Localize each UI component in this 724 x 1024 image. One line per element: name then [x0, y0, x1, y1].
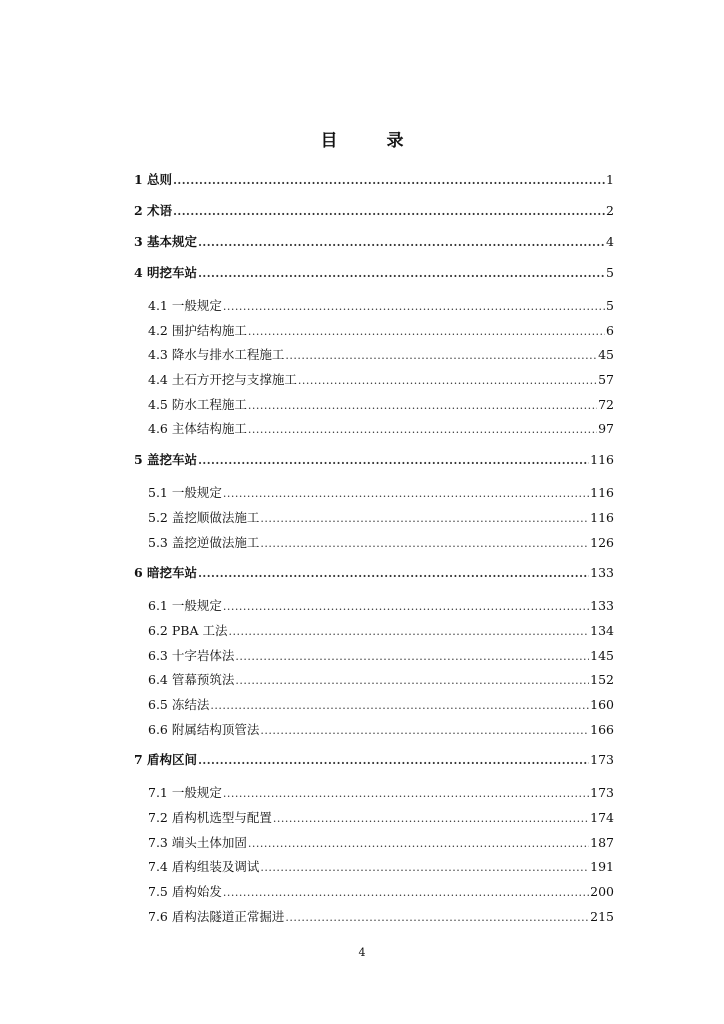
- toc-entry-label: 6.6 附属结构顶管法: [148, 721, 260, 737]
- toc-chapter-entry[interactable]: [134, 563, 614, 583]
- spacer: [134, 190, 614, 201]
- toc-entry-label: 3 基本规定: [134, 234, 198, 249]
- toc-entry-page: 5: [606, 265, 614, 280]
- toc-entry-page: 134: [590, 622, 614, 638]
- toc-entry-page: 160: [590, 696, 614, 712]
- toc-dot-leader: [273, 807, 589, 832]
- toc-dot-leader: [223, 595, 589, 620]
- toc-section-entry[interactable]: [134, 294, 614, 319]
- toc-entry-label: 7.4 盾构组装及调试: [148, 859, 260, 875]
- toc-chapter-entry[interactable]: [134, 201, 614, 221]
- toc-entry-label: 6 暗挖车站: [134, 565, 198, 581]
- toc-entry-page: 4: [606, 234, 614, 249]
- toc-dot-leader: [235, 645, 589, 670]
- toc-entry-label: 6.3 十字岩体法: [148, 647, 235, 663]
- spacer: [134, 283, 614, 294]
- toc-dot-leader: [248, 394, 597, 419]
- toc-section-entry[interactable]: [134, 806, 614, 831]
- toc-entry-page: 133: [590, 598, 614, 614]
- toc-entry-label: 6.4 管幕预筑法: [148, 672, 235, 688]
- toc-dot-leader: [223, 782, 589, 807]
- toc-dot-leader: [198, 233, 605, 253]
- toc-entry-label: 5.3 盖挖逆做法施工: [148, 534, 260, 550]
- toc-entry-page: 116: [590, 485, 614, 501]
- toc-entry-page: 72: [598, 396, 614, 412]
- toc-dot-leader: [298, 369, 597, 394]
- toc-entry-label: 7.3 端头土体加固: [148, 834, 247, 850]
- toc-entry-page: 57: [598, 372, 614, 388]
- toc-entry-page: 5: [606, 298, 614, 313]
- spacer: [134, 742, 614, 750]
- toc-chapter-entry[interactable]: [134, 232, 614, 252]
- toc-section-entry[interactable]: [134, 718, 614, 743]
- toc-dot-leader: [248, 832, 589, 857]
- toc-entry-label: 5.1 一般规定: [148, 485, 222, 501]
- page-number: 4: [358, 946, 366, 959]
- toc-dot-leader: [228, 620, 589, 645]
- toc-entry-page: 173: [590, 785, 614, 801]
- toc-section-entry[interactable]: [134, 619, 614, 644]
- toc-section-entry[interactable]: [134, 393, 614, 418]
- toc-section-entry[interactable]: [134, 594, 614, 619]
- toc-section-entry[interactable]: [134, 831, 614, 856]
- toc-dot-leader: [248, 320, 605, 345]
- toc-entry-label: 6.1 一般规定: [148, 598, 222, 614]
- toc-entry-page: 116: [590, 509, 614, 525]
- spacer: [134, 555, 614, 563]
- toc-entry-page: 2: [606, 203, 614, 218]
- toc-section-entry[interactable]: [134, 644, 614, 669]
- spacer: [134, 583, 614, 594]
- toc-dot-leader: [223, 482, 589, 507]
- toc-dot-leader: [223, 295, 605, 320]
- toc-section-entry[interactable]: [134, 693, 614, 718]
- spacer: [134, 770, 614, 781]
- page-title: 目 录: [320, 131, 420, 151]
- toc-section-entry[interactable]: [134, 531, 614, 556]
- toc-entry-label: 7.5 盾构始发: [148, 884, 222, 900]
- toc-entry-label: 4.5 防水工程施工: [148, 396, 247, 412]
- toc-dot-leader: [285, 344, 597, 369]
- table-of-contents: [134, 170, 614, 929]
- toc-dot-leader: [260, 532, 589, 557]
- spacer: [134, 470, 614, 481]
- toc-entry-label: 5 盖挖车站: [134, 452, 198, 468]
- toc-chapter-entry[interactable]: [134, 170, 614, 190]
- toc-dot-leader: [198, 264, 605, 284]
- toc-entry-page: 166: [590, 721, 614, 737]
- toc-entry-label: 6.5 冻结法: [148, 696, 210, 712]
- toc-entry-label: 4.3 降水与排水工程施工: [148, 347, 285, 363]
- toc-entry-label: 4.6 主体结构施工: [148, 421, 247, 437]
- toc-dot-leader: [260, 856, 589, 881]
- toc-entry-page: 152: [590, 672, 614, 688]
- spacer: [134, 221, 614, 232]
- toc-entry-page: 187: [590, 834, 614, 850]
- toc-section-entry[interactable]: [134, 343, 614, 368]
- toc-dot-leader: [248, 418, 597, 443]
- toc-chapter-entry[interactable]: [134, 750, 614, 770]
- toc-dot-leader: [210, 694, 589, 719]
- toc-entry-page: 191: [590, 859, 614, 875]
- toc-section-entry[interactable]: [134, 319, 614, 344]
- toc-section-entry[interactable]: [134, 880, 614, 905]
- toc-dot-leader: [260, 719, 589, 744]
- toc-entry-label: 5.2 盖挖顺做法施工: [148, 509, 260, 525]
- toc-entry-page: 145: [590, 647, 614, 663]
- toc-dot-leader: [198, 564, 589, 584]
- toc-entry-label: 7.6 盾构法隧道正常掘进: [148, 908, 285, 924]
- toc-section-entry[interactable]: [134, 417, 614, 442]
- toc-entry-label: 7 盾构区间: [134, 752, 198, 768]
- spacer: [134, 442, 614, 450]
- toc-chapter-entry[interactable]: [134, 450, 614, 470]
- toc-entry-label: 4 明挖车站: [134, 265, 198, 280]
- toc-entry-label: 7.2 盾构机选型与配置: [148, 810, 272, 825]
- toc-dot-leader: [285, 906, 589, 931]
- toc-entry-page: 6: [606, 322, 614, 338]
- toc-entry-page: 45: [598, 347, 614, 363]
- toc-entry-page: 173: [590, 752, 614, 768]
- toc-entry-page: 133: [590, 565, 614, 581]
- toc-dot-leader: [260, 507, 589, 532]
- toc-section-entry[interactable]: [134, 368, 614, 393]
- toc-entry-page: 174: [590, 810, 614, 825]
- toc-section-entry[interactable]: [134, 855, 614, 880]
- toc-entry-page: 126: [590, 534, 614, 550]
- toc-dot-leader: [198, 451, 589, 471]
- toc-entry-label: 4.4 土石方开挖与支撑施工: [148, 372, 297, 388]
- toc-entry-label: 7.1 一般规定: [148, 785, 222, 801]
- toc-entry-label: 1 总则: [134, 172, 173, 187]
- toc-entry-page: 97: [598, 421, 614, 437]
- toc-dot-leader: [235, 669, 589, 694]
- toc-section-entry[interactable]: [134, 668, 614, 693]
- toc-dot-leader: [173, 171, 605, 191]
- toc-entry-page: 215: [590, 908, 614, 924]
- toc-entry-page: 1: [606, 172, 614, 187]
- toc-chapter-entry[interactable]: [134, 263, 614, 283]
- toc-dot-leader: [198, 751, 589, 771]
- toc-entry-label: 6.2 PBA 工法: [148, 622, 228, 638]
- toc-entry-label: 4.2 围护结构施工: [148, 322, 247, 338]
- toc-entry-label: 4.1 一般规定: [148, 298, 222, 313]
- toc-section-entry[interactable]: [134, 781, 614, 806]
- spacer: [134, 252, 614, 263]
- toc-dot-leader: [223, 881, 589, 906]
- toc-entry-label: 2 术语: [134, 203, 173, 218]
- toc-section-entry[interactable]: [134, 506, 614, 531]
- toc-section-entry[interactable]: [134, 905, 614, 930]
- toc-section-entry[interactable]: [134, 481, 614, 506]
- toc-entry-page: 116: [590, 452, 614, 468]
- toc-entry-page: 200: [590, 884, 614, 900]
- toc-dot-leader: [173, 202, 605, 222]
